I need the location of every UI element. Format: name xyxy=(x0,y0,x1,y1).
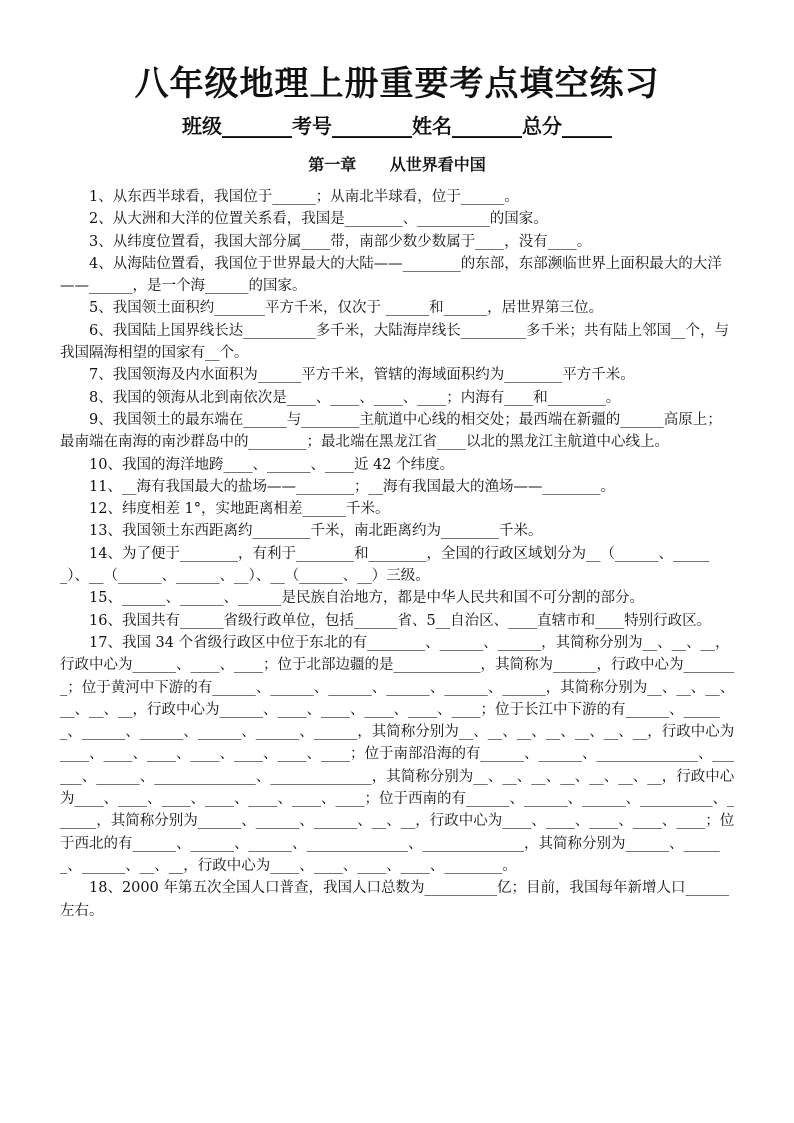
question-item: 16、我国共有______省级行政单位，包括______省、5__自治区、____直辖市和____特别行政区。 xyxy=(89,612,712,629)
question-item: 7、我国领海及内水面积为______平方千米，管辖的海域面积约为________平方千米。 xyxy=(89,367,635,384)
question-item: 8、我国的领海从北到南依次是____、____、____、____；内海有____和________。 xyxy=(89,389,621,406)
question-item: 4、从海陆位置看，我国位于世界最大的大陆——________的东部，东部濒临世界上面积最大的大洋——______，是一个海______的国家。 xyxy=(60,255,722,295)
question-item: 15、______、______、______是民族自治地方，都是中华人民共和国不可分割的部分。 xyxy=(89,590,644,607)
student-info-line: 班级_______考号________姓名_______总分_____ xyxy=(182,114,612,138)
page-title: 八年级地理上册重要考点填空练习 xyxy=(134,64,660,104)
question-item: 10、我国的海洋地跨____、______、____近 42 个纬度。 xyxy=(89,456,455,473)
question-item: 13、我国领土东西距离约________千米，南北距离约为________千米。 xyxy=(89,523,543,540)
question-item: 1、从东西半球看，我国位于______；从南北半球看，位于______。 xyxy=(89,189,519,205)
question-item: 5、我国领土面积约_______平方千米，仅次于 ______和______，居世界第三位。 xyxy=(89,300,604,317)
question-item: 18、2000 年第五次全国人口普查，我国人口总数为__________亿；目前，我国每年新增人口______左右。 xyxy=(60,880,729,919)
question-list xyxy=(60,186,736,922)
question-item: 3、从纬度位置看，我国大部分属____带，南部少数少数属于____，没有____。 xyxy=(89,233,592,250)
question-item: 12、纬度相差 1°，实地距离相差______千米。 xyxy=(89,501,390,518)
question-item: 14、为了便于________，有利于________和________，全国的行政区域划分为__（______、______）、__（______、______、__）、__（______、__）三级。 xyxy=(60,545,710,585)
chapter-heading: 第一章 从世界看中国 xyxy=(308,155,486,174)
question-item: 17、我国 34 个省级行政区中位于东北的有________、______、______，其简称分别为__、__、__，行政中心为______、____、____；位于北部边疆的是____________，其简称为______，行政中心为________；位于黄河中下游的有______、______、______、______、______、______，其简称分别为__、__、__、__、__、__，行政中心为______、____、____、____、____、____；位于长江中下游的有______、______、______、______、______、______、______，其简称分别为__、__、__、__、__、__、__，行政中心为____、____、____、____、____、____、____；位于南部沿海的有______、______、______________、______、______、______________、______________，其简称分别为__、__、__、__、__、__、__，行政中心为____、____、____、____、____、____、____；位于西南的有______、______、______、__________、______，其简称分别为______、______、______、__、__，行政中心为____、____、____、____、____；位于西北的有______、______、______、______________、______________，其简称分别为______、______、______、__、__，行政中心为____、____、____、____、________。 xyxy=(60,634,735,874)
question-item: 9、我国领土的最东端在______与________主航道中心线的相交处；最西端在新疆的______高原上；最南端在南海的南沙群岛中的________；最北端在黑龙江省____以北的黑龙江主航道中心线上。 xyxy=(60,411,722,451)
question-item: 11、__海有我国最大的盐场——________；__海有我国最大的渔场——________。 xyxy=(89,478,615,495)
question-item: 2、从大洲和大洋的位置关系看，我国是________、__________的国家。 xyxy=(89,211,548,228)
question-item: 6、我国陆上国界线长达__________多千米，大陆海岸线长_________多千米；共有陆上邻国__个，与我国隔海相望的国家有__个。 xyxy=(60,322,729,362)
